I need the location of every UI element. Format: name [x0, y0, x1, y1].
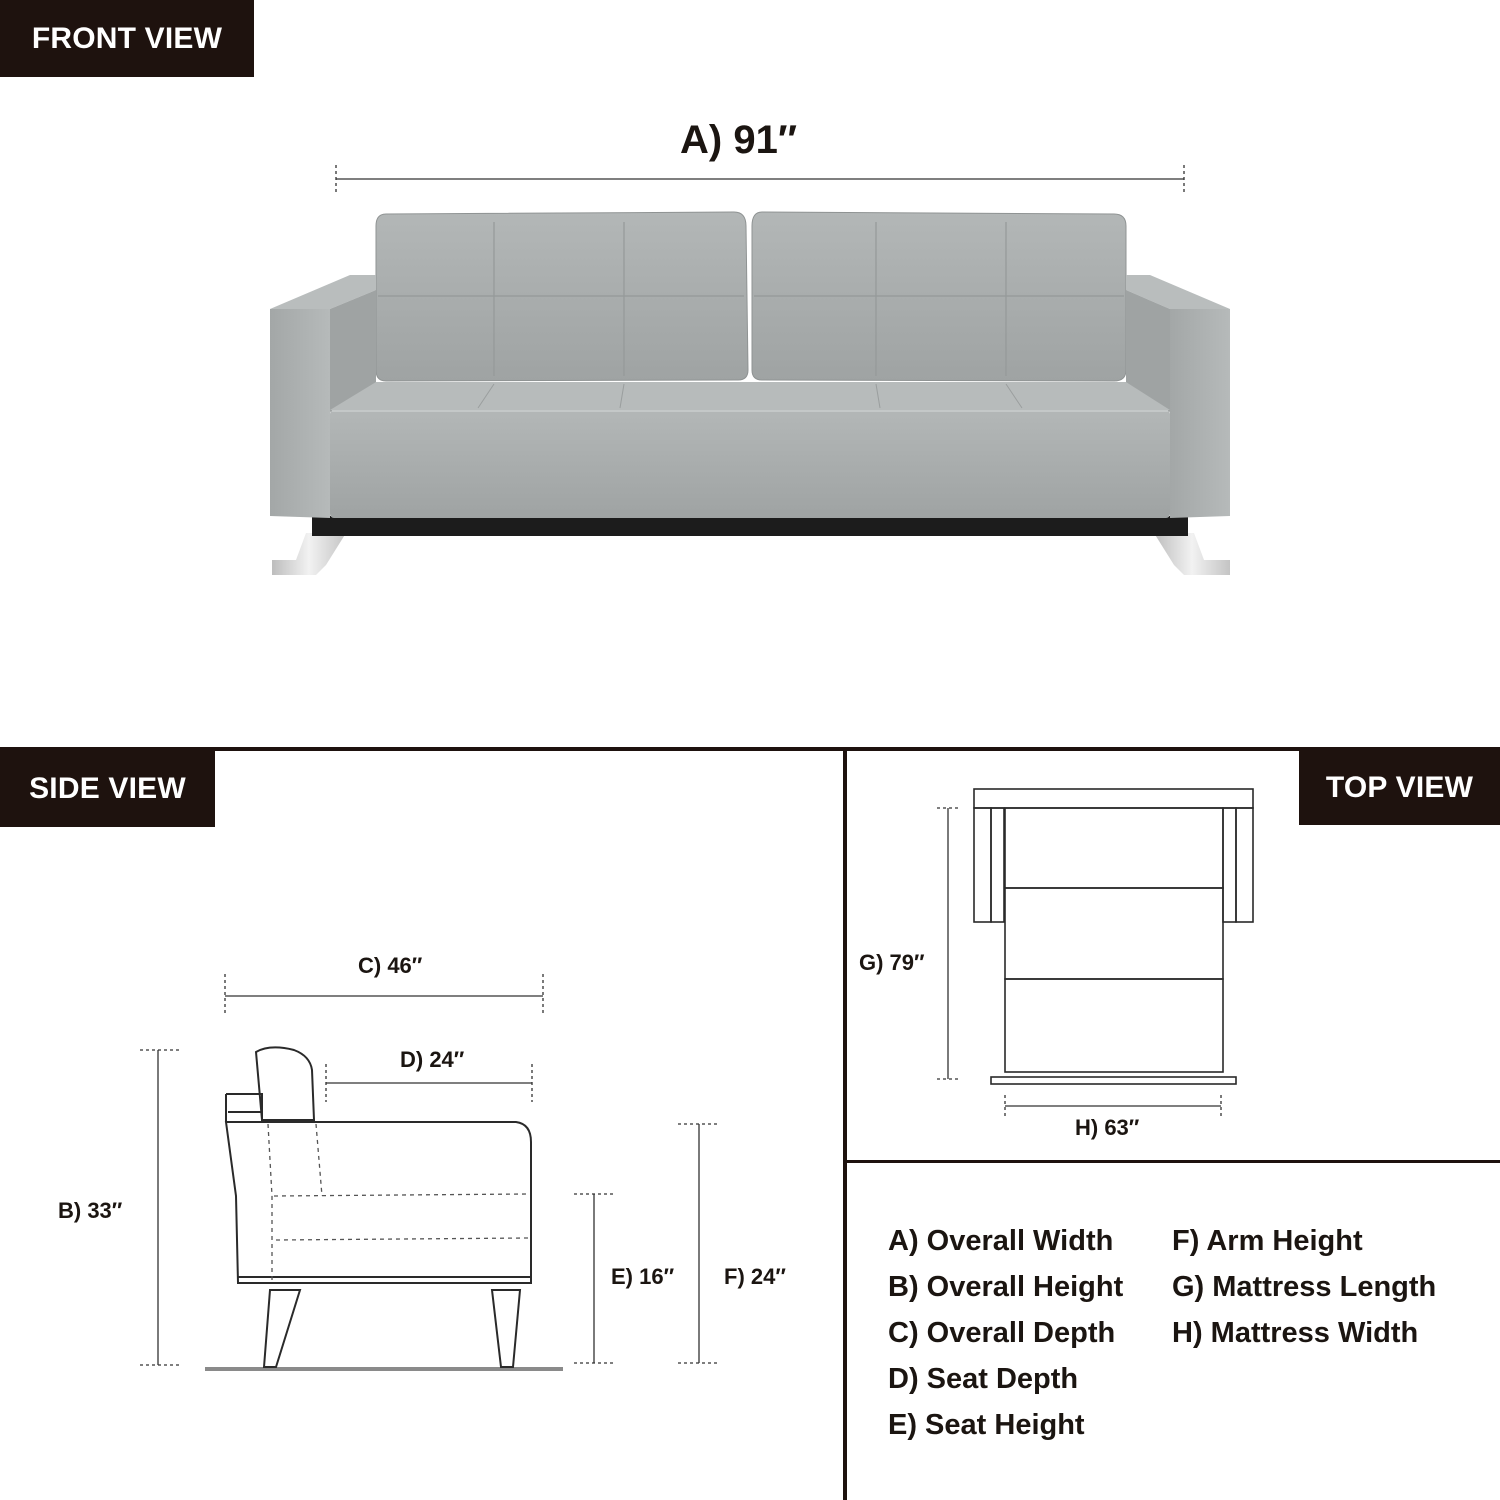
dimension-b-label: B) 33″	[58, 1198, 123, 1223]
dimension-d-label: D) 24″	[400, 1047, 465, 1072]
legend-item: B) Overall Height	[888, 1271, 1124, 1303]
dimension-e-label: E) 16″	[611, 1264, 675, 1289]
side-view-label: SIDE VIEW	[0, 751, 215, 827]
sofa-top-drawing	[974, 789, 1253, 1084]
legend-item: D) Seat Depth	[888, 1363, 1079, 1395]
top-view-label: TOP VIEW	[1299, 751, 1500, 825]
dimension-a-line	[336, 165, 1184, 193]
dimension-f-line	[678, 1124, 720, 1363]
legend-item: C) Overall Depth	[888, 1317, 1116, 1349]
dimension-b-line	[140, 1050, 180, 1365]
legend-item: A) Overall Width	[888, 1225, 1114, 1257]
dimension-c-line	[225, 974, 543, 1014]
sofa-side-drawing	[205, 1047, 563, 1369]
dimension-e-line	[574, 1194, 614, 1363]
legend-column-1	[888, 1218, 1123, 1448]
legend-item: G) Mattress Length	[1172, 1271, 1437, 1303]
legend-item: F) Arm Height	[1172, 1225, 1363, 1257]
front-view-label: FRONT VIEW	[0, 0, 254, 77]
dimension-f-label: F) 24″	[724, 1264, 786, 1289]
dimension-a-label: A) 91″	[680, 118, 797, 162]
dimension-g-label: G) 79″	[859, 950, 925, 975]
dimension-h-line	[1005, 1095, 1221, 1117]
legend-item: H) Mattress Width	[1172, 1317, 1419, 1349]
dimension-h-label: H) 63″	[1075, 1115, 1140, 1140]
legend-column-2	[1172, 1218, 1436, 1356]
dimension-c-label: C) 46″	[358, 953, 423, 978]
sofa-front-image	[270, 212, 1230, 575]
legend-item: E) Seat Height	[888, 1409, 1085, 1441]
dimension-g-line	[937, 808, 960, 1079]
